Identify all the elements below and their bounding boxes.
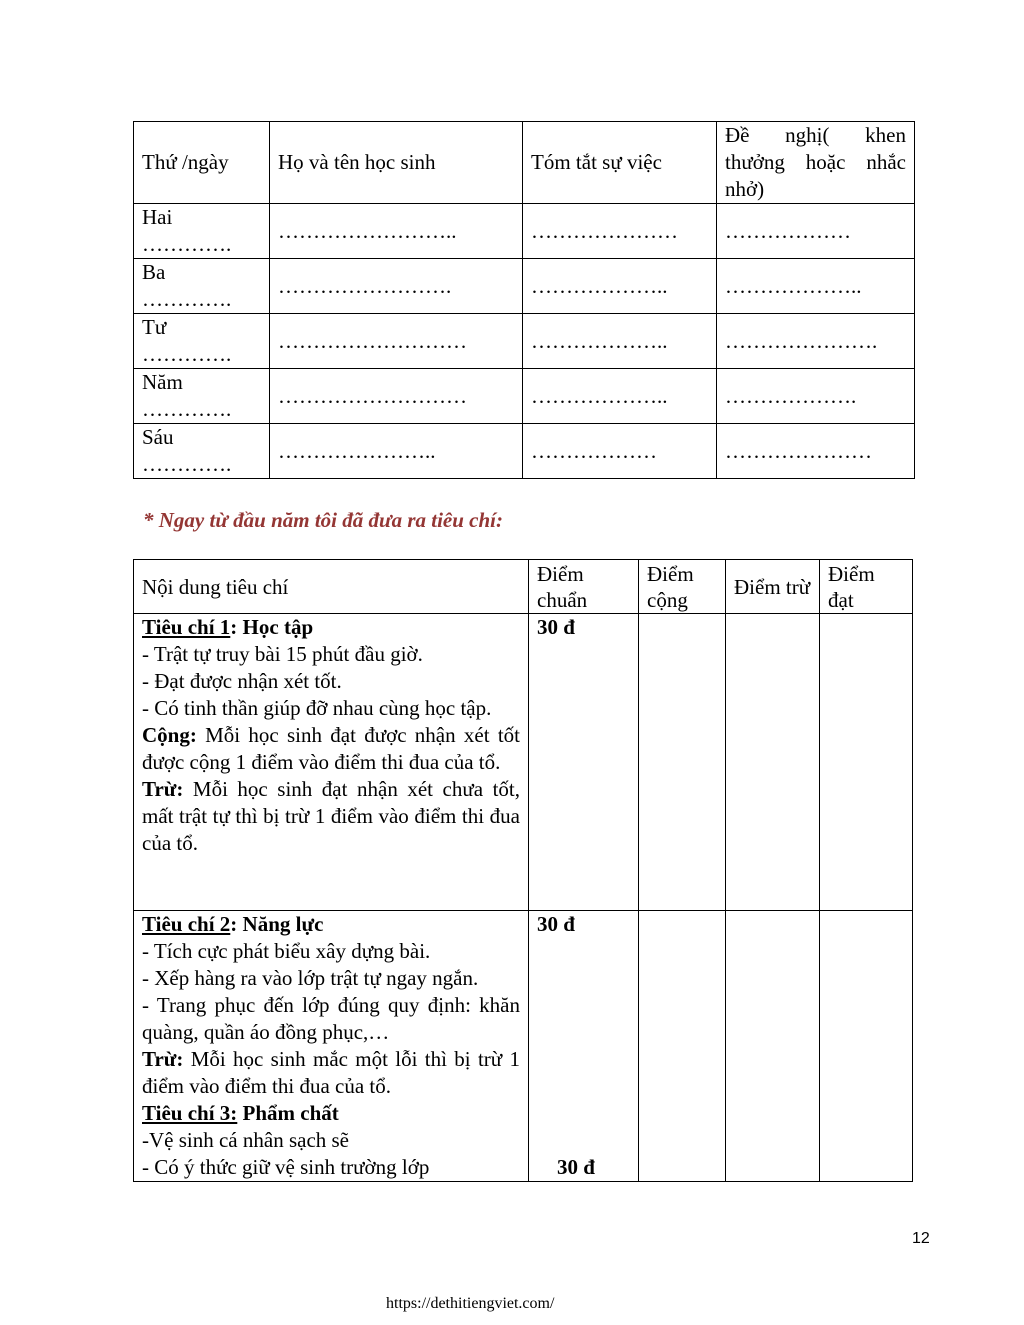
summary-cell: ……………….. bbox=[523, 314, 717, 369]
achieved-score-cell bbox=[820, 911, 913, 1182]
table-header-row bbox=[134, 122, 915, 204]
student-name-cell: ……………………… bbox=[270, 369, 523, 424]
summary-cell: ………………… bbox=[523, 204, 717, 259]
proposal-cell: ……………….. bbox=[717, 259, 915, 314]
page-number: 12 bbox=[912, 1230, 930, 1247]
header-criteria-content: Nội dung tiêu chí bbox=[134, 560, 529, 614]
proposal-cell: …………………. bbox=[717, 314, 915, 369]
criterion-2-line: - Trang phục đến lớp đúng quy định: khăn quàng, quần áo đồng phục,… bbox=[142, 993, 520, 1044]
plus-label: Cộng: bbox=[142, 723, 197, 747]
daily-record-table bbox=[133, 121, 915, 479]
student-name-cell: ……………………… bbox=[270, 314, 523, 369]
summary-cell: ……………….. bbox=[523, 369, 717, 424]
summary-cell: ……………… bbox=[523, 424, 717, 479]
plus-score-cell bbox=[639, 911, 726, 1182]
header-student-name: Họ và tên học sinh bbox=[270, 122, 523, 204]
day-dots: …………. bbox=[142, 232, 232, 256]
day-dots: …………. bbox=[142, 452, 232, 476]
criterion-1-label: Tiêu chí 1 bbox=[142, 615, 231, 639]
criteria-heading: * Ngay từ đầu năm tôi đã đưa ra tiêu chí: bbox=[143, 508, 504, 532]
header-achieved-score: Điểm đạt bbox=[820, 560, 913, 614]
header-summary: Tóm tắt sự việc bbox=[523, 122, 717, 204]
criterion-1-title: : Học tập bbox=[230, 615, 314, 639]
student-name-cell: ……………………. bbox=[270, 259, 523, 314]
criterion-2-line: - Tích cực phát biểu xây dựng bài. bbox=[142, 939, 431, 963]
day-label: Hai bbox=[142, 205, 173, 229]
criterion-3-line: -Vệ sinh cá nhân sạch sẽ bbox=[142, 1128, 350, 1152]
criterion-2-score: 30 đ bbox=[537, 912, 575, 936]
minus-score-cell bbox=[726, 614, 820, 911]
criterion-2-label: Tiêu chí 2 bbox=[142, 912, 231, 936]
criterion-3-label: Tiêu chí 3: bbox=[142, 1101, 238, 1125]
minus-label: Trừ: bbox=[142, 1047, 184, 1071]
table-header-row bbox=[134, 560, 913, 614]
day-dots: …………. bbox=[142, 342, 232, 366]
criterion-3-score: 30 đ bbox=[557, 1155, 595, 1179]
criterion-2-title: : Năng lực bbox=[230, 912, 324, 936]
minus-text: Mỗi học sinh đạt nhận xét chưa tốt, mất trật tự thì bị trừ 1 điểm vào điểm thi đua của tổ. bbox=[142, 777, 520, 855]
minus-text: Mỗi học sinh mắc một lỗi thì bị trừ 1 điểm vào điểm thi đua của tổ. bbox=[142, 1047, 520, 1098]
criterion-3-title: Phẩm chất bbox=[237, 1101, 339, 1125]
header-day: Thứ /ngày bbox=[134, 122, 270, 204]
footer-url[interactable]: https://dethitiengviet.com/ bbox=[386, 1295, 555, 1312]
criteria-table bbox=[133, 559, 913, 1182]
criterion-2-line: - Xếp hàng ra vào lớp trật tự ngay ngắn. bbox=[142, 966, 479, 990]
minus-score-cell bbox=[726, 911, 820, 1182]
day-label: Sáu bbox=[142, 425, 174, 449]
criterion-1-line: - Có tinh thần giúp đỡ nhau cùng học tập. bbox=[142, 696, 492, 720]
achieved-score-cell bbox=[820, 614, 913, 911]
criterion-1-line: - Trật tự truy bài 15 phút đầu giờ. bbox=[142, 642, 423, 666]
proposal-cell: ………………… bbox=[717, 424, 915, 479]
day-label: Năm bbox=[142, 370, 183, 394]
table-row bbox=[134, 424, 915, 479]
table-row bbox=[134, 314, 915, 369]
header-plus-score: Điểm cộng bbox=[639, 560, 726, 614]
student-name-cell: …………………….. bbox=[270, 204, 523, 259]
table-row bbox=[134, 204, 915, 259]
criterion-3-line: - Có ý thức giữ vệ sinh trường lớp bbox=[142, 1155, 430, 1179]
plus-text: Mỗi học sinh đạt được nhận xét tốt được cộng 1 điểm vào điểm thi đua của tổ. bbox=[142, 723, 520, 774]
plus-score-cell bbox=[639, 614, 726, 911]
header-proposal: Đề nghị( khen thưởng hoặc nhắc nhở) bbox=[717, 122, 915, 204]
criterion-1-content bbox=[134, 614, 529, 911]
criterion-1-row bbox=[134, 614, 913, 911]
day-dots: …………. bbox=[142, 397, 232, 421]
student-name-cell: ………………….. bbox=[270, 424, 523, 479]
day-dots: …………. bbox=[142, 287, 232, 311]
summary-cell: ……………….. bbox=[523, 259, 717, 314]
proposal-cell: ………………. bbox=[717, 369, 915, 424]
table-row bbox=[134, 259, 915, 314]
day-label: Ba bbox=[142, 260, 166, 284]
criterion-1-score: 30 đ bbox=[529, 614, 639, 911]
criterion-2-content bbox=[134, 911, 529, 1182]
criterion-1-line: - Đạt được nhận xét tốt. bbox=[142, 669, 342, 693]
header-minus-score: Điểm trừ bbox=[726, 560, 820, 614]
table-row bbox=[134, 369, 915, 424]
day-label: Tư bbox=[142, 315, 167, 339]
header-standard-score: Điểm chuẩn bbox=[529, 560, 639, 614]
proposal-cell: ……………… bbox=[717, 204, 915, 259]
criterion-2-row bbox=[134, 911, 913, 1182]
minus-label: Trừ: bbox=[142, 777, 184, 801]
